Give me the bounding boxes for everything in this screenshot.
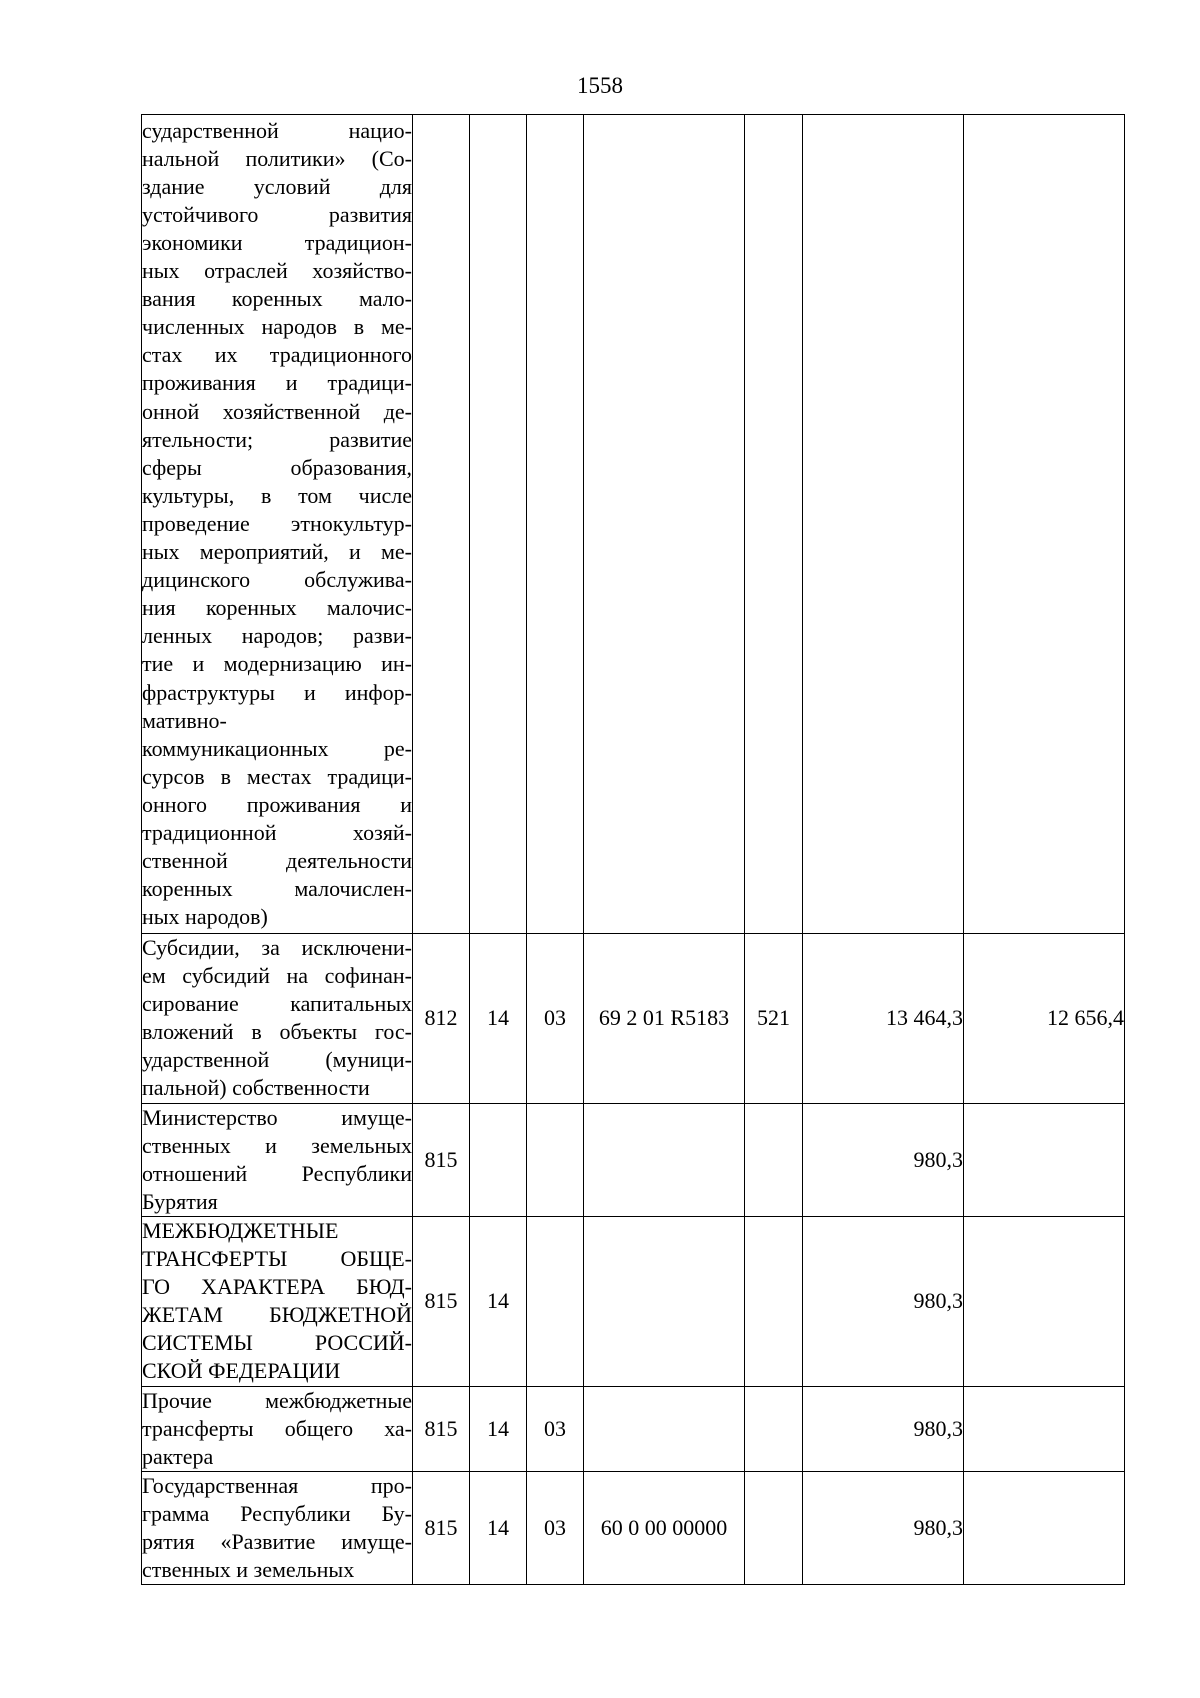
cell-expense-type: 521: [745, 934, 803, 1104]
cell-amount-1: 980,3: [803, 1386, 964, 1471]
description-line: ных народов): [142, 904, 268, 930]
cell-amount-2: 12 656,4: [964, 934, 1125, 1104]
description-line: сударственной нациo-: [142, 117, 412, 143]
description-line: культуры, в том числе: [142, 482, 412, 508]
cell-amount-1: 980,3: [803, 1103, 964, 1216]
cell-subsection: 03: [527, 1386, 584, 1471]
cell-expense-type: [745, 1471, 803, 1584]
page-number: 1558: [577, 73, 623, 98]
description-line: рактера: [142, 1443, 214, 1469]
cell-description: [142, 934, 413, 1104]
description-line: ТРАНСФЕРТЫ ОБЩЕ-: [142, 1246, 412, 1272]
description-line: рятия «Развитие имуще-: [142, 1528, 412, 1554]
cell-target-article: 69 2 01 R5183: [584, 934, 745, 1104]
cell-amount-2: [964, 1216, 1125, 1386]
cell-amount-1: 980,3: [803, 1471, 964, 1584]
description-line: традиционной хозяй-: [142, 819, 412, 845]
description-line: устойчивого развития: [142, 201, 412, 227]
cell-amount-2: [964, 1386, 1125, 1471]
table-row: [142, 1471, 1125, 1584]
description-line: мативно-: [142, 707, 227, 733]
description-line: ГО ХАРАКТЕРА БЮД-: [142, 1274, 412, 1300]
description-line: численных народов в ме-: [142, 314, 412, 340]
description-line: ятельности; развитие: [142, 426, 412, 452]
cell-ved: 815: [413, 1216, 470, 1386]
description-line: МЕЖБЮДЖЕТНЫЕ: [142, 1217, 339, 1243]
description-line: дицинского обслужива-: [142, 567, 412, 593]
cell-ved: 815: [413, 1471, 470, 1584]
cell-ved: [413, 115, 470, 934]
description-line: онной хозяйственной де-: [142, 398, 412, 424]
cell-target-article: [584, 1386, 745, 1471]
cell-expense-type: [745, 1103, 803, 1216]
description-line: ных мероприятий, и ме-: [142, 539, 412, 565]
description-line: здание условий для: [142, 173, 412, 199]
cell-target-article: 60 0 00 00000: [584, 1471, 745, 1584]
description-line: ственной деятельности: [142, 848, 412, 874]
description-line: ем субсидий на софинан-: [142, 963, 412, 989]
description-line: Бурятия: [142, 1188, 218, 1214]
description-line: вложений в объекты гос-: [142, 1019, 412, 1045]
cell-subsection: 03: [527, 1471, 584, 1584]
description-line: сирование капитальных: [142, 991, 412, 1017]
cell-subsection: [527, 115, 584, 934]
cell-description: [142, 115, 413, 934]
cell-expense-type: [745, 115, 803, 934]
cell-description: [142, 1471, 413, 1584]
cell-amount-1: [803, 115, 964, 934]
cell-description: [142, 1103, 413, 1216]
description-line: вания коренных мало-: [142, 286, 412, 312]
cell-amount-1: 980,3: [803, 1216, 964, 1386]
description-line: сферы образования,: [142, 454, 412, 480]
cell-subsection: [527, 1103, 584, 1216]
table-row: [142, 1103, 1125, 1216]
description-line: ударственной (муници-: [142, 1047, 412, 1073]
description-line: ственных и земельных: [142, 1132, 412, 1158]
description-line: стах их традиционного: [142, 342, 412, 368]
cell-ved: 815: [413, 1386, 470, 1471]
cell-amount-2: [964, 115, 1125, 934]
cell-subsection: 03: [527, 934, 584, 1104]
description-line: экономики традицион-: [142, 230, 412, 256]
description-line: ственных и земельных: [142, 1557, 355, 1583]
description-line: ленных народов; разви-: [142, 623, 412, 649]
description-line: Субсидии, за исключени-: [142, 935, 412, 960]
description-line: СИСТЕМЫ РОССИЙ-: [142, 1330, 412, 1356]
description-line: Прочие межбюджетные: [142, 1387, 412, 1413]
cell-section: 14: [470, 1386, 527, 1471]
description-line: сурсов в местах традици-: [142, 763, 412, 789]
description-line: фраструктуры и инфор-: [142, 679, 412, 705]
cell-description: [142, 1216, 413, 1386]
cell-target-article: [584, 1103, 745, 1216]
cell-subsection: [527, 1216, 584, 1386]
cell-section: [470, 115, 527, 934]
cell-amount-2: [964, 1471, 1125, 1584]
description-line: трансферты общего ха-: [142, 1415, 412, 1441]
description-line: проживания и традици-: [142, 370, 412, 396]
description-line: ных отраслей хозяйство-: [142, 258, 412, 284]
description-line: грамма Республики Бу-: [142, 1500, 412, 1526]
description-line: Государственная про-: [142, 1472, 412, 1498]
cell-expense-type: [745, 1216, 803, 1386]
budget-table: [141, 114, 1125, 1585]
cell-amount-2: [964, 1103, 1125, 1216]
table-row: [142, 1216, 1125, 1386]
cell-description: [142, 1386, 413, 1471]
cell-expense-type: [745, 1386, 803, 1471]
table-row: [142, 934, 1125, 1104]
cell-section: 14: [470, 1471, 527, 1584]
cell-section: 14: [470, 1216, 527, 1386]
cell-target-article: [584, 115, 745, 934]
description-line: проведение этнокультур-: [142, 510, 412, 536]
cell-ved: 815: [413, 1103, 470, 1216]
description-line: СКОЙ ФЕДЕРАЦИИ: [142, 1358, 341, 1384]
description-line: ЖЕТАМ БЮДЖЕТНОЙ: [142, 1302, 412, 1328]
description-line: Министерство имуще-: [142, 1104, 412, 1130]
description-line: тие и модернизацию ин-: [142, 651, 412, 677]
description-line: онного проживания и: [142, 791, 412, 817]
cell-section: [470, 1103, 527, 1216]
cell-ved: 812: [413, 934, 470, 1104]
table-row: [142, 1386, 1125, 1471]
description-line: коренных малочислен-: [142, 876, 412, 902]
description-line: ния коренных малочис-: [142, 595, 412, 621]
cell-amount-1: 13 464,3: [803, 934, 964, 1104]
cell-target-article: [584, 1216, 745, 1386]
cell-section: 14: [470, 934, 527, 1104]
description-line: пальной) собственности: [142, 1075, 370, 1101]
description-line: нальной политики» (Со-: [142, 145, 412, 171]
description-line: коммуникационных ре-: [142, 735, 412, 761]
description-line: отношений Республики: [142, 1160, 412, 1186]
table-row: [142, 115, 1125, 934]
